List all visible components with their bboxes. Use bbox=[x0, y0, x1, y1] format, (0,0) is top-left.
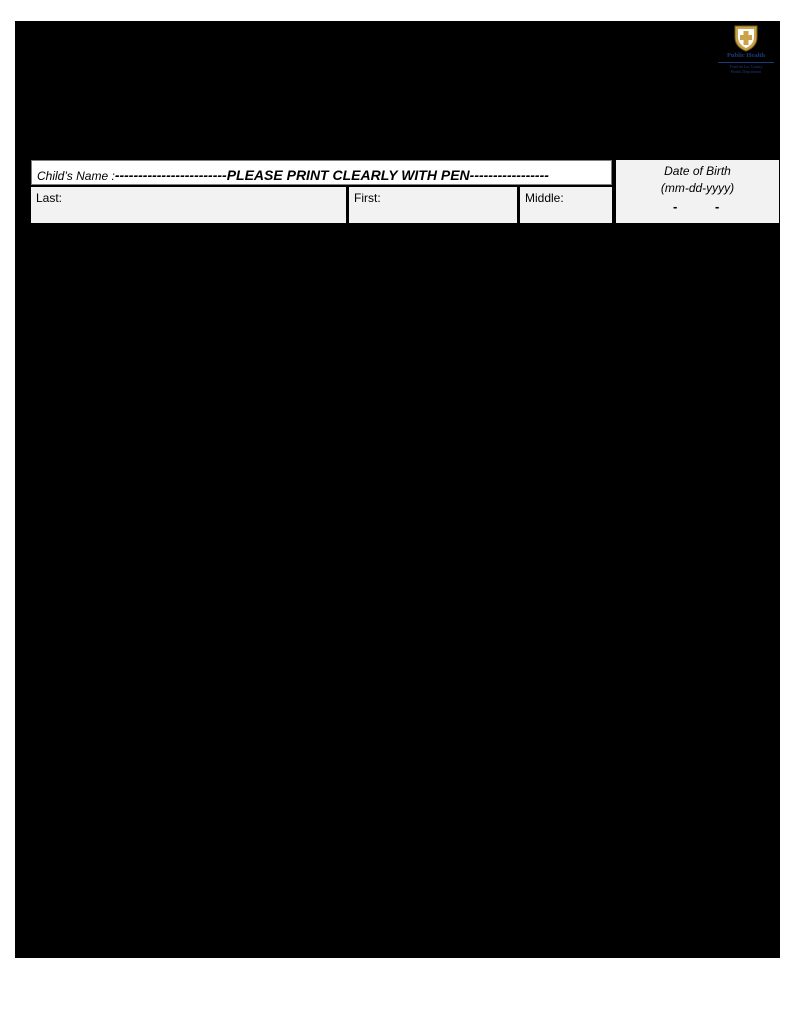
public-health-logo bbox=[716, 24, 776, 80]
childs-name-label: Child’s Name : bbox=[37, 169, 115, 183]
print-instruction: PLEASE PRINT CLEARLY WITH PEN bbox=[226, 167, 470, 183]
middle-name-label: Middle: bbox=[525, 191, 564, 205]
childs-name-banner bbox=[31, 160, 612, 185]
logo-subtitle-line-2: Health Department bbox=[730, 69, 762, 74]
childs-name-label-row bbox=[37, 167, 549, 183]
first-name-label: First: bbox=[354, 191, 381, 205]
dashes-right: ----------------- bbox=[469, 167, 549, 183]
last-name-label: Last: bbox=[36, 191, 63, 205]
logo-subtitle bbox=[716, 64, 776, 74]
dob-separator-2: - bbox=[715, 199, 720, 214]
last-name-field[interactable] bbox=[31, 187, 346, 223]
middle-name-field[interactable] bbox=[520, 187, 612, 223]
logo-subtitle-line-1: Fond du Lac County bbox=[729, 64, 763, 69]
logo-title: Public Health bbox=[726, 52, 766, 59]
date-of-birth-field[interactable] bbox=[616, 160, 779, 223]
dob-format: (mm-dd-yyyy) bbox=[660, 181, 735, 195]
logo-divider bbox=[718, 62, 774, 63]
dob-title: Date of Birth bbox=[664, 164, 731, 178]
dashes-left: ------------------------ bbox=[114, 167, 227, 183]
shield-cross-icon bbox=[716, 24, 776, 52]
dob-separator-1: - bbox=[673, 199, 678, 214]
first-name-field[interactable] bbox=[349, 187, 517, 223]
